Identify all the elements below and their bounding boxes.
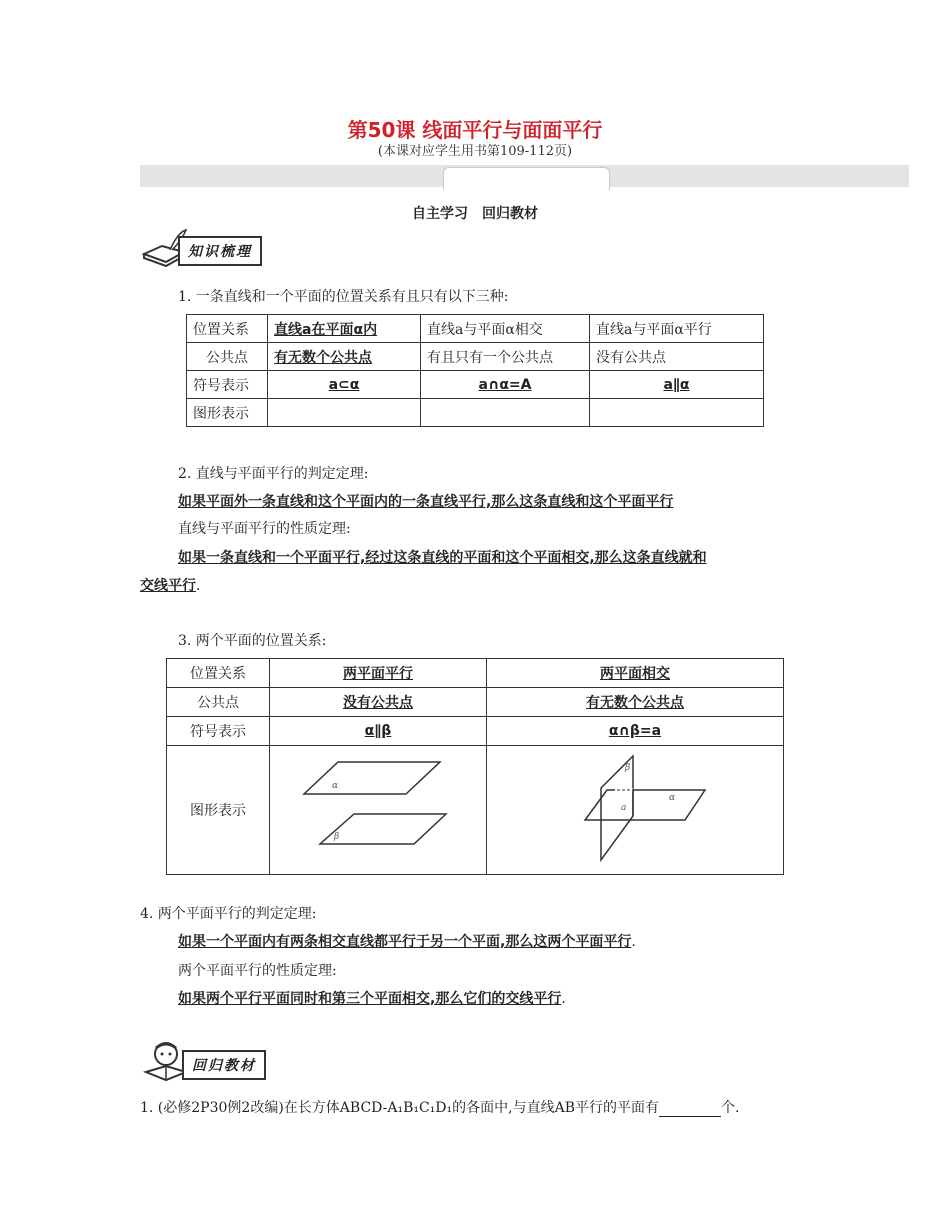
page-title: 第50课 线面平行与面面平行 — [347, 118, 603, 142]
table-cell: 图形表示 — [167, 746, 270, 875]
table-cell: 没有公共点 — [270, 688, 487, 717]
q2-judge-theorem: 如果平面外一条直线和这个平面内的一条直线平行,那么这条直线和这个平面平行 — [178, 494, 674, 510]
page-subtitle: (本课对应学生用书第109-112页) — [377, 144, 573, 159]
q4-property-intro: 两个平面平行的性质定理: — [178, 963, 337, 979]
knowledge-badge-label: 知识梳理 — [178, 236, 262, 266]
table-cell — [590, 399, 764, 427]
q4-property: 如果两个平行平面同时和第三个平面相交,那么它们的交线平行. — [178, 991, 566, 1007]
beta-label: β — [625, 763, 631, 773]
table-cell: α∩β=a — [487, 717, 784, 746]
q3-intro: 3. 两个平面的位置关系: — [178, 633, 327, 649]
table-row — [167, 659, 784, 688]
table-cell: 有且只有一个公共点 — [421, 343, 590, 371]
table-cell: a⊂α — [268, 371, 421, 399]
intersecting-planes-figure — [487, 746, 783, 870]
plane-plane-table — [166, 658, 784, 875]
q4-intro: 4. 两个平面平行的判定定理: — [140, 906, 317, 922]
table-cell: 两平面平行 — [270, 659, 487, 688]
q4-judge-theorem: 如果一个平面内有两条相交直线都平行于另一个平面,那么这两个平面平行. — [178, 934, 636, 950]
section-heading: 自主学习 回归教材 — [412, 206, 538, 222]
parallel-planes-figure — [270, 746, 474, 870]
textbook-badge — [140, 1040, 290, 1084]
table-cell — [421, 399, 590, 427]
exercise-1: 1. (必修2P30例2改编)在长方体ABCD-A₁B₁C₁D₁的各面中,与直线AB平行的平面有 个. — [140, 1100, 740, 1116]
table-row — [187, 343, 764, 371]
table-cell: α∥β — [270, 717, 487, 746]
table-cell: 位置关系 — [167, 659, 270, 688]
table-cell: 符号表示 — [187, 371, 268, 399]
table-cell: 图形表示 — [187, 399, 268, 427]
table-cell: 符号表示 — [167, 717, 270, 746]
table-row — [187, 371, 764, 399]
table-row — [187, 399, 764, 427]
intersection-label: a — [621, 803, 627, 813]
alpha-label: α — [669, 793, 676, 803]
table-row — [167, 746, 784, 875]
table-cell: 有无数个公共点 — [268, 343, 421, 371]
table-cell: 没有公共点 — [590, 343, 764, 371]
table-cell — [270, 746, 487, 875]
table-cell: 公共点 — [187, 343, 268, 371]
table-cell: 直线a与平面α相交 — [421, 315, 590, 343]
q1-intro: 1. 一条直线和一个平面的位置关系有且只有以下三种: — [178, 289, 509, 305]
table-cell: a∩α=A — [421, 371, 590, 399]
header-bar-tab — [443, 167, 610, 190]
alpha-label: α — [332, 781, 339, 791]
table-row — [167, 717, 784, 746]
q2-property-line1: 如果一条直线和一个平面平行,经过这条直线的平面和这个平面相交,那么这条直线就和 — [178, 550, 707, 566]
table-cell: 公共点 — [167, 688, 270, 717]
answer-blank[interactable] — [659, 1102, 721, 1117]
table-cell — [268, 399, 421, 427]
table-cell: 两平面相交 — [487, 659, 784, 688]
beta-label: β — [334, 832, 340, 842]
q2-intro: 2. 直线与平面平行的判定定理: — [178, 466, 369, 482]
table-cell: 直线a与平面α平行 — [590, 315, 764, 343]
table-cell: 位置关系 — [187, 315, 268, 343]
line-plane-table — [186, 314, 764, 427]
table-cell: a∥α — [590, 371, 764, 399]
table-row — [187, 315, 764, 343]
q2-property-line2: 交线平行. — [140, 578, 201, 594]
textbook-badge-label: 回归教材 — [182, 1050, 266, 1080]
table-row — [167, 688, 784, 717]
knowledge-badge — [140, 228, 290, 268]
table-cell: 有无数个公共点 — [487, 688, 784, 717]
table-cell — [487, 746, 784, 875]
q2-property-intro: 直线与平面平行的性质定理: — [178, 521, 351, 537]
table-cell: 直线a在平面α内 — [268, 315, 421, 343]
